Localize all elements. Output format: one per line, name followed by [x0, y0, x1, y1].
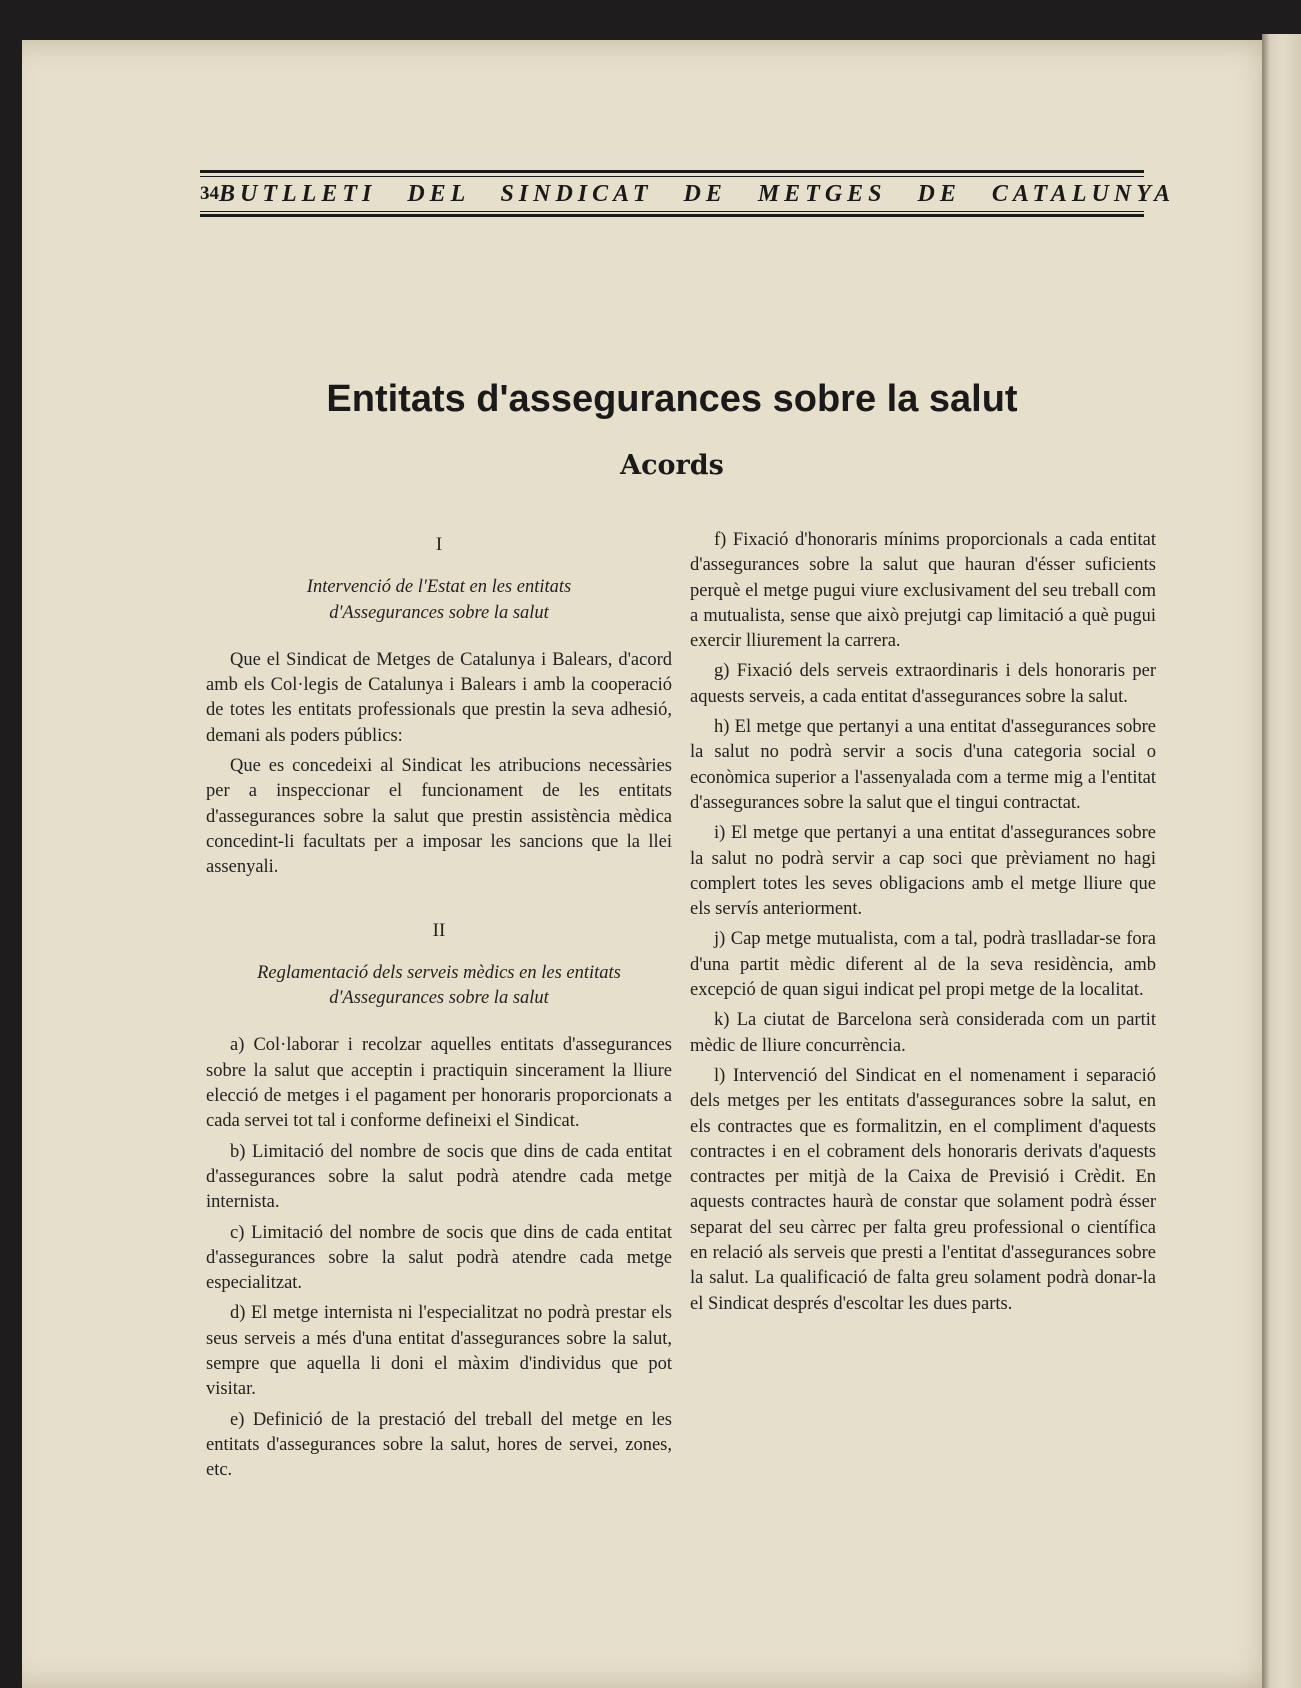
header-rule: [200, 170, 1144, 173]
list-item: e) Definició de la prestació del treball del metge en les entitats d'assegurances sobre la salut, hores de servei, zones, etc.: [206, 1409, 672, 1481]
section-number: II: [432, 919, 446, 941]
header-row: [200, 178, 1176, 210]
header-rule: [200, 214, 1144, 217]
list-item: d) El metge internista ni l'especialitzat no podrà prestar els seus serveis a més d'una entitat d'assegurances sobre la salut, sempre que aquella li doni el màxim d'individus que pot visitar.: [206, 1303, 672, 1400]
section-title-line: Reglamentació dels serveis mèdics en les entitats: [257, 962, 621, 983]
list-item: j) Cap metge mutualista, com a tal, podrà traslladar-se fora d'una partit mèdic diferent al de la seva residència, amb excepció de quan sigui indicat pel propi metge de la localitat.: [690, 929, 1156, 1001]
section-title: [206, 575, 672, 626]
paragraph: Que el Sindicat de Metges de Catalunya i Balears, d'acord amb els Col·legis de Catalunya i Balears i amb la cooperació de totes les entitats professionals que prestin la seva adhesió, demani als poders públics:: [206, 649, 672, 746]
section-number: I: [435, 534, 443, 555]
section-title-line: d'Assegurances sobre la salut: [329, 602, 549, 623]
list-item: b) Limitació del nombre de socis que dins de cada entitat d'assegurances sobre la salut podrà atendre cada metge internista.: [206, 1141, 672, 1213]
article-title: Entitats d'assegurances sobre la salut: [326, 378, 1018, 420]
page-number: 34: [200, 183, 219, 204]
journal-title: BUTLLETI DEL SINDICAT DE METGES DE CATALUNYA: [219, 180, 1176, 207]
list-item: h) El metge que pertanyi a una entitat d'assegurances sobre la salut no podrà servir a socis d'una categoria social o econòmica superior a l'assenyalada com a terme mig a l'entitat d'assegurances sobre la salut que el tingui contractat.: [690, 717, 1156, 813]
list-item: f) Fixació d'honoraris mínims proporcionals a cada entitat d'assegurances sobre la salut que hauran d'ésser suficients perquè el metge pugui viure exclusivament del seu treball com a mutualista, sense que això prejutgi cap limitació a què pugui exercir lliurement la carrera.: [690, 530, 1156, 652]
section-title-line: Intervenció de l'Estat en les entitats: [306, 577, 572, 598]
next-page-edge: [1262, 34, 1301, 1688]
article-subtitle: Acords: [620, 450, 724, 481]
list-item: c) Limitació del nombre de socis que dins de cada entitat d'assegurances sobre la salut podrà atendre cada metge especialitzat.: [206, 1222, 672, 1294]
paragraph: Que es concedeixi al Sindicat les atribucions necessàries per a inspeccionar el funcionament de les entitats d'assegurances sobre la salut que prestin assistència mèdica concedint-li facultats per a imposar les sancions que la llei assenyali.: [206, 756, 672, 878]
left-column: [206, 528, 672, 1489]
running-header: [200, 170, 1176, 226]
section-title: [206, 961, 672, 1012]
section-title-line: d'Assegurances sobre la salut: [329, 988, 549, 1009]
section-gap: [206, 886, 672, 914]
list-item: i) El metge que pertanyi a una entitat d'assegurances sobre la salut no podrà servir a cap soci que prèviament no hagi complert totes les seves obligacions amb el metge lliure que els servís anteriorment.: [690, 823, 1156, 920]
list-item: g) Fixació dels serveis extraordinaris i dels honoraris per aquests serveis, a cada entitat d'assegurances sobre la salut.: [690, 661, 1156, 707]
right-column: [690, 528, 1156, 1322]
list-item: k) La ciutat de Barcelona serà considerada com un partit mèdic de lliure concurrència.: [690, 1010, 1156, 1056]
header-rule: [200, 211, 1144, 212]
list-item: l) Intervenció del Sindicat en el nomenament i separació dels metges per les entitats d'assegurances sobre la salut, en els contractes que es formalitzin, en el compliment d'aquests contractes i en el cobrament dels honoraris derivats d'aquests contractes per mitjà de la Caixa de Previsió i Crèdit. En aquests contractes haurà de constar que solament podrà ésser separat del seu càrrec per falta greu professional o científica en relació als serveis que presti a l'entitat d'assegurances sobre la salut. La qualificació de falta greu solament podrà donar-la el Sindicat després d'escoltar les dues parts.: [690, 1065, 1156, 1314]
header-rule: [200, 176, 1144, 177]
list-item: a) Col·laborar i recolzar aquelles entitats d'assegurances sobre la salut que acceptin i practiquin sincerament la lliure elecció de metges i el pagament per honoraris proporcionats a cada servei tot tal i conforme defineixi el Sindicat.: [206, 1035, 672, 1132]
